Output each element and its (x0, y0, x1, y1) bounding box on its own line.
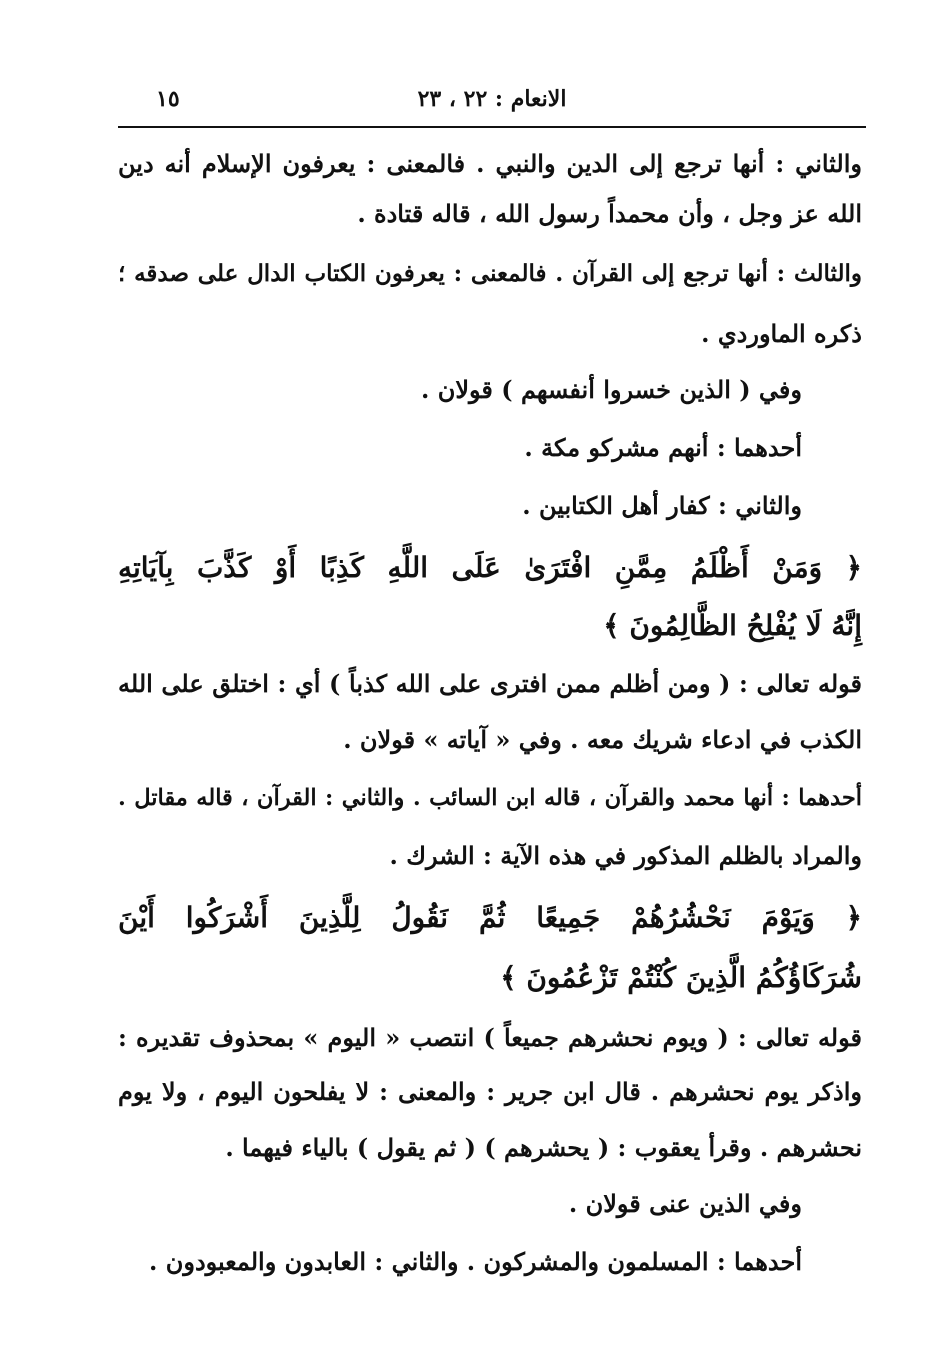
page-header (118, 82, 866, 122)
quran-verse-line: ﴿ وَمَنْ أَظْلَمُ مِمَّنِ افْتَرَىٰ عَلَى اللَّهِ كَذِبًا أَوْ كَذَّبَ بِآيَاتِهِ (118, 551, 862, 584)
text-line: الله عز وجل ، وأن محمداً رسول الله ، قاله قتادة . (357, 199, 862, 228)
text-line: وفي ( الذين خسروا أنفسهم ) قولان . (420, 375, 802, 404)
text-line: أحدهما : المسلمون والمشركون . والثاني : العابدون والمعبودون . (149, 1247, 802, 1276)
text-line: والمراد بالظلم المذكور في هذه الآية : الشرك . (389, 841, 862, 870)
quran-verse-line: ﴿ وَيَوْمَ نَحْشُرُهُمْ جَمِيعًا ثُمَّ نَقُولُ لِلَّذِينَ أَشْرَكُوا أَيْنَ (118, 901, 862, 934)
text-line: والثاني : كفار أهل الكتابين . (522, 491, 802, 520)
text-line: والثاني : أنها ترجع إلى الدين والنبي . فالمعنى : يعرفون الإسلام أنه دين (118, 149, 862, 178)
text-line: نحشرهم . وقرأ يعقوب : ( يحشرهم ) ( ثم يقول ) بالياء فيهما . (225, 1133, 862, 1162)
text-line: واذكر يوم نحشرهم . قال ابن جرير : والمعنى : لا يفلحون اليوم ، ولا يوم (118, 1077, 862, 1106)
text-line: أحدهما : أنهم مشركو مكة . (524, 433, 802, 462)
text-line: وفي الذين عنى قولان . (568, 1189, 802, 1218)
commentary-line: قوله تعالى : ( ومن أظلم ممن افترى على الله كذباً ) أي : اختلق على الله (118, 669, 862, 698)
quran-verse-line: شُرَكَاؤُكُمُ الَّذِينَ كُنْتُمْ تَزْعُمُونَ ﴾ (500, 961, 862, 994)
running-title: الانعام : ٢٢ ، ٢٣ (417, 86, 567, 112)
text-line: ذكره الماوردي . (701, 319, 862, 348)
text-line: أحدهما : أنها محمد والقرآن ، قاله ابن السائب . والثاني : القرآن ، قاله مقاتل . (118, 785, 862, 811)
header-rule (118, 126, 866, 128)
quran-verse-line: إِنَّهُ لَا يُفْلِحُ الظَّالِمُونَ ﴾ (603, 609, 862, 642)
text-line: الكذب في ادعاء شريك معه . وفي « آياته » قولان . (343, 725, 862, 754)
text-line: والثالث : أنها ترجع إلى القرآن . فالمعنى : يعرفون الكتاب الدال على صدقه ؛ (118, 260, 862, 287)
page-number: ١٥ (156, 86, 180, 112)
commentary-line: قوله تعالى : ( ويوم نحشرهم جميعاً ) انتصب « اليوم » بمحذوف تقديره : (118, 1023, 862, 1052)
